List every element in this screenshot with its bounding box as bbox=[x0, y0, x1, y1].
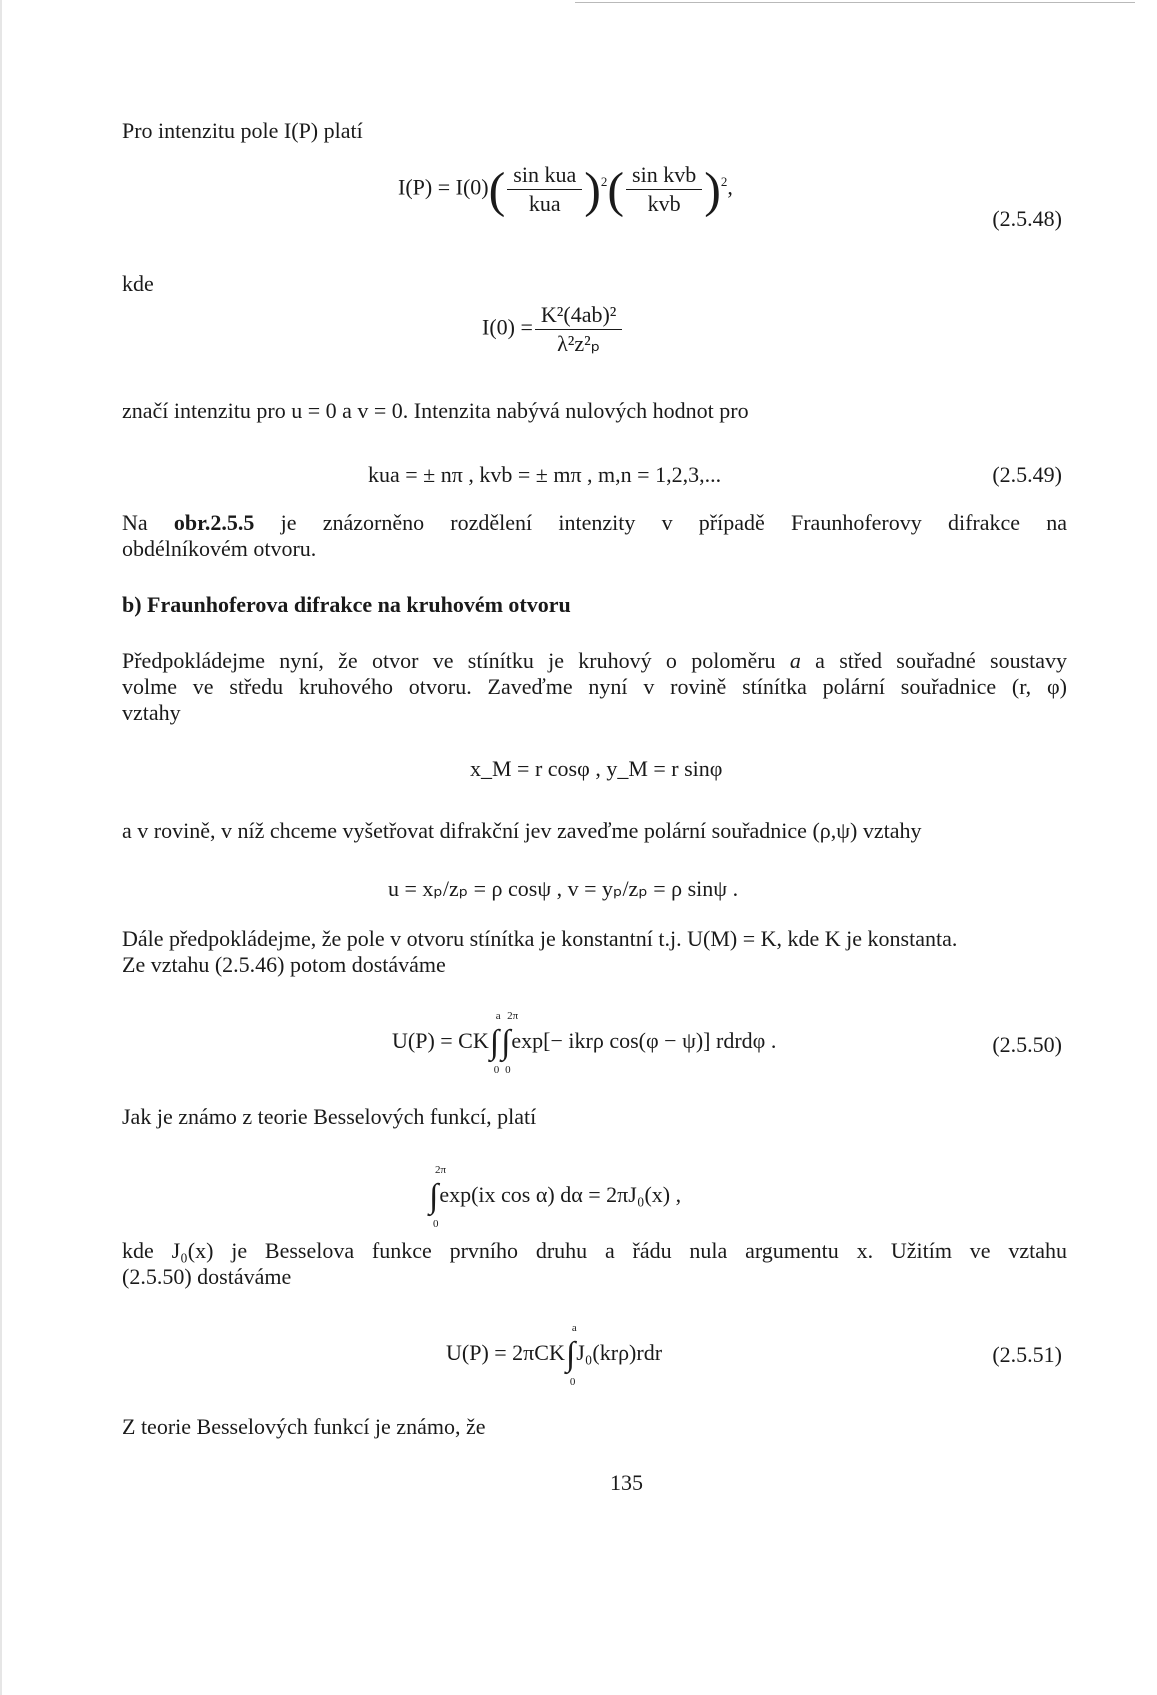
eq50-lhs: U(P) = CK bbox=[392, 1028, 489, 1054]
paragraph-bessel-known: Jak je známo z teorie Besselových funkcí, platí bbox=[122, 1104, 537, 1129]
paragraph-from-relation: Ze vztahu (2.5.46) potom dostáváme bbox=[122, 952, 446, 977]
figure-link: obr.2.5.5 bbox=[173, 510, 255, 535]
fig-ref-prefix: Na bbox=[122, 510, 148, 535]
integral-sign-r: ∫ a 0 bbox=[489, 1010, 501, 1076]
eq49-number: (2.5.49) bbox=[992, 462, 1062, 487]
bessel-identity-rhs: exp(ix cos α) dα = 2πJ₀(x) , bbox=[439, 1182, 682, 1208]
equation-i0-definition bbox=[482, 302, 624, 357]
paragraph-kde: kde bbox=[122, 271, 154, 296]
eq48-num-1: sin kua bbox=[507, 162, 582, 190]
eq51-lhs: U(P) = 2πCK bbox=[446, 1340, 565, 1366]
i0-fraction bbox=[535, 302, 623, 357]
paragraph-circular-1 bbox=[122, 648, 1067, 674]
i0-numerator: K²(4ab)² bbox=[535, 302, 623, 330]
integral-alpha-lower: 0 bbox=[433, 1218, 439, 1230]
i0-denominator: λ²z²ₚ bbox=[557, 331, 601, 356]
eq51-rhs: J₀(krρ)rdr bbox=[576, 1340, 663, 1366]
paragraph-we-obtain: (2.5.50) dostáváme bbox=[122, 1264, 292, 1289]
scan-left-edge bbox=[0, 0, 2, 1695]
paragraph-circular-3: vztahy bbox=[122, 700, 181, 725]
integral-sign-alpha: ∫ 2π 0 bbox=[429, 1164, 447, 1230]
page-number: 135 bbox=[610, 1470, 643, 1495]
eq48-fraction-2 bbox=[626, 162, 702, 217]
eq48-den-2: kvb bbox=[647, 191, 681, 216]
eq51-number: (2.5.51) bbox=[992, 1342, 1062, 1367]
equation-screen-polar: x_M = r cosφ , y_M = r sinφ bbox=[470, 756, 723, 781]
equation-2-5-51 bbox=[446, 1322, 663, 1388]
scan-top-rule bbox=[575, 2, 1135, 3]
eq48-den-1: kua bbox=[528, 191, 561, 216]
integral-phi-upper: 2π bbox=[507, 1010, 519, 1022]
paragraph-circular-2: volme ve středu kruhového otvoru. Zaveďme nyní v rovině stínítka polární souřadnice (r, φ) bbox=[122, 674, 1067, 699]
eq48-number: (2.5.48) bbox=[992, 206, 1062, 231]
integral-sign-phi: ∫ 2π 0 bbox=[501, 1010, 519, 1076]
equation-bessel-identity bbox=[428, 1164, 682, 1230]
equation-2-5-48: I(P) = I(0)( $\frac{\text{sin kua}}{\text{kua}}$ )$^2$( $\frac{\text{sin kvb}}{\text{kvb}}$ )$^2$, bbox=[398, 161, 733, 218]
paragraph-bessel-function: kde J₀(x) je Besselova funkce prvního druhu a řádu nula argumentu x. Užitím ve vztahu bbox=[122, 1238, 1067, 1263]
eq48-fraction-1 bbox=[507, 162, 582, 217]
integral-r-lower: 0 bbox=[493, 1064, 500, 1076]
paragraph-figure-reference-cont: obdélníkovém otvoru. bbox=[122, 536, 317, 561]
integral-r2-lower: 0 bbox=[569, 1376, 576, 1388]
paragraph-intensity-intro: Pro intenzitu pole I(P) platí bbox=[122, 118, 363, 143]
paragraph-bessel-theory: Z teorie Besselových funkcí je známo, že bbox=[122, 1414, 486, 1439]
integral-alpha-upper: 2π bbox=[435, 1164, 447, 1176]
equation-2-5-49: kua = ± nπ , kvb = ± mπ , m,n = 1,2,3,... bbox=[368, 462, 722, 487]
eq50-number: (2.5.50) bbox=[992, 1032, 1062, 1057]
eq48-num-2: sin kvb bbox=[626, 162, 702, 190]
circular-line-1a: Předpokládejme nyní, že otvor ve stínítku je kruhový o poloměru bbox=[122, 648, 776, 673]
integral-sign-r-2: ∫ a 0 bbox=[565, 1322, 577, 1388]
i0-lhs: I(0) = bbox=[482, 314, 533, 340]
integral-r2-upper: a bbox=[571, 1322, 577, 1334]
radius-variable: a bbox=[789, 648, 801, 673]
equation-2-5-50 bbox=[392, 1010, 777, 1076]
equation-observation-polar: u = xₚ/zₚ = ρ cosψ , v = yₚ/zₚ = ρ sinψ . bbox=[388, 876, 739, 901]
section-heading-circular-aperture: b) Fraunhoferova difrakce na kruhovém otvoru bbox=[122, 592, 571, 617]
integral-phi-lower: 0 bbox=[505, 1064, 511, 1076]
eq50-rhs: exp[− ikrρ cos(φ − ψ)] rdrdφ . bbox=[511, 1028, 777, 1054]
integral-r-upper: a bbox=[495, 1010, 501, 1022]
circular-line-1b: a střed souřadné soustavy bbox=[800, 648, 1068, 673]
paragraph-figure-reference bbox=[122, 510, 1067, 536]
eq48-lhs: I(P) = I(0) bbox=[398, 174, 489, 200]
paragraph-constant-field: Dále předpokládejme, že pole v otvoru stínítka je konstantní t.j. U(M) = K, kde K je konstanta. bbox=[122, 926, 958, 951]
paragraph-observation-plane: a v rovině, v níž chceme vyšetřovat difrakční jev zaveďme polární souřadnice (ρ,ψ) vztahy bbox=[122, 818, 922, 843]
paragraph-zero-intensity: značí intenzitu pro u = 0 a v = 0. Intenzita nabývá nulových hodnot pro bbox=[122, 398, 749, 423]
fig-ref-suffix: je znázorněno rozdělení intenzity v případě Fraunhoferovy difrakce na bbox=[254, 510, 1068, 535]
